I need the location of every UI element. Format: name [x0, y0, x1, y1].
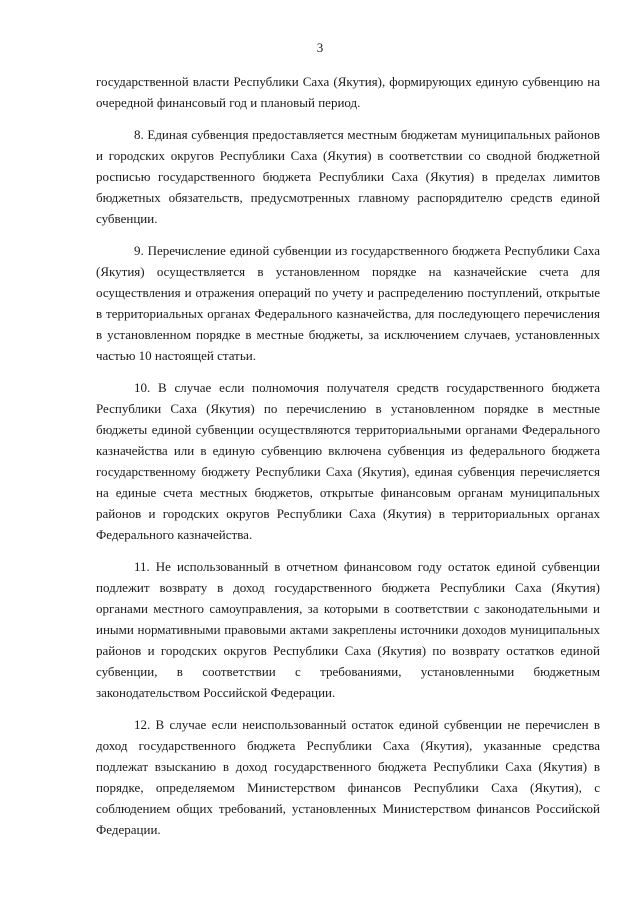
paragraph-item-9: 9. Перечисление единой субвенции из государственного бюджета Республики Саха (Якутия) осуществляется в установленном порядке на казначейские счета для осуществления и отражения операций по учету и распределению поступлений, открытые в территориальных органах Федерального казначейства, для последующего перечисления в установленном порядке в местные бюджеты, за исключением случаев, установленных частью 10 настоящей статьи.	[96, 243, 600, 363]
paragraph-continuation: государственной власти Республики Саха (Якутия), формирующих единую субвенцию на очередной финансовый год и плановый период.	[96, 74, 600, 110]
paragraph-item-12: 12. В случае если неиспользованный остаток единой субвенции не перечислен в доход государственного бюджета Республики Саха (Якутия), указанные средства подлежат взысканию в доход государственного бюджета Республики Саха (Якутия) в порядке, определяемом Министерством финансов Республики Саха (Якутия), с соблюдением общих требований, установленных Министерством финансов Российской Федерации.	[96, 717, 600, 837]
paragraph-item-11: 11. Не использованный в отчетном финансовом году остаток единой субвенции подлежит возврату в доход государственного бюджета Республики Саха (Якутия) органами местного самоуправления, за которыми в соответствии с законодательными и иными нормативными правовыми актами закреплены источники доходов муниципальных районов и городских округов Республики Саха (Якутия) по возврату остатков единой субвенции, в соответствии с требованиями, установленными бюджетным законодательством Российской Федерации.	[96, 559, 600, 700]
paragraph-item-8: 8. Единая субвенция предоставляется местным бюджетам муниципальных районов и городских округов Республики Саха (Якутия) в соответствии со сводной бюджетной росписью государственного бюджета Республики Саха (Якутия) в пределах лимитов бюджетных обязательств, предусмотренных главному распорядителю средств единой субвенции.	[96, 127, 600, 226]
document-body	[96, 71, 600, 851]
page-number: 3	[316, 40, 324, 55]
paragraph-item-10: 10. В случае если полномочия получателя средств государственного бюджета Республики Саха (Якутия) по перечислению в установленном порядке в местные бюджеты единой субвенции осуществляются территориальными органами Федерального казначейства или в единую субвенцию включена субвенция из федерального бюджета государственному бюджету Республики Саха (Якутия), единая субвенция перечисляется на единые счета местных бюджетов, открытые финансовым органам муниципальных районов и городских округов Республики Саха (Якутия) в территориальных органах Федерального казначейства.	[96, 380, 600, 542]
